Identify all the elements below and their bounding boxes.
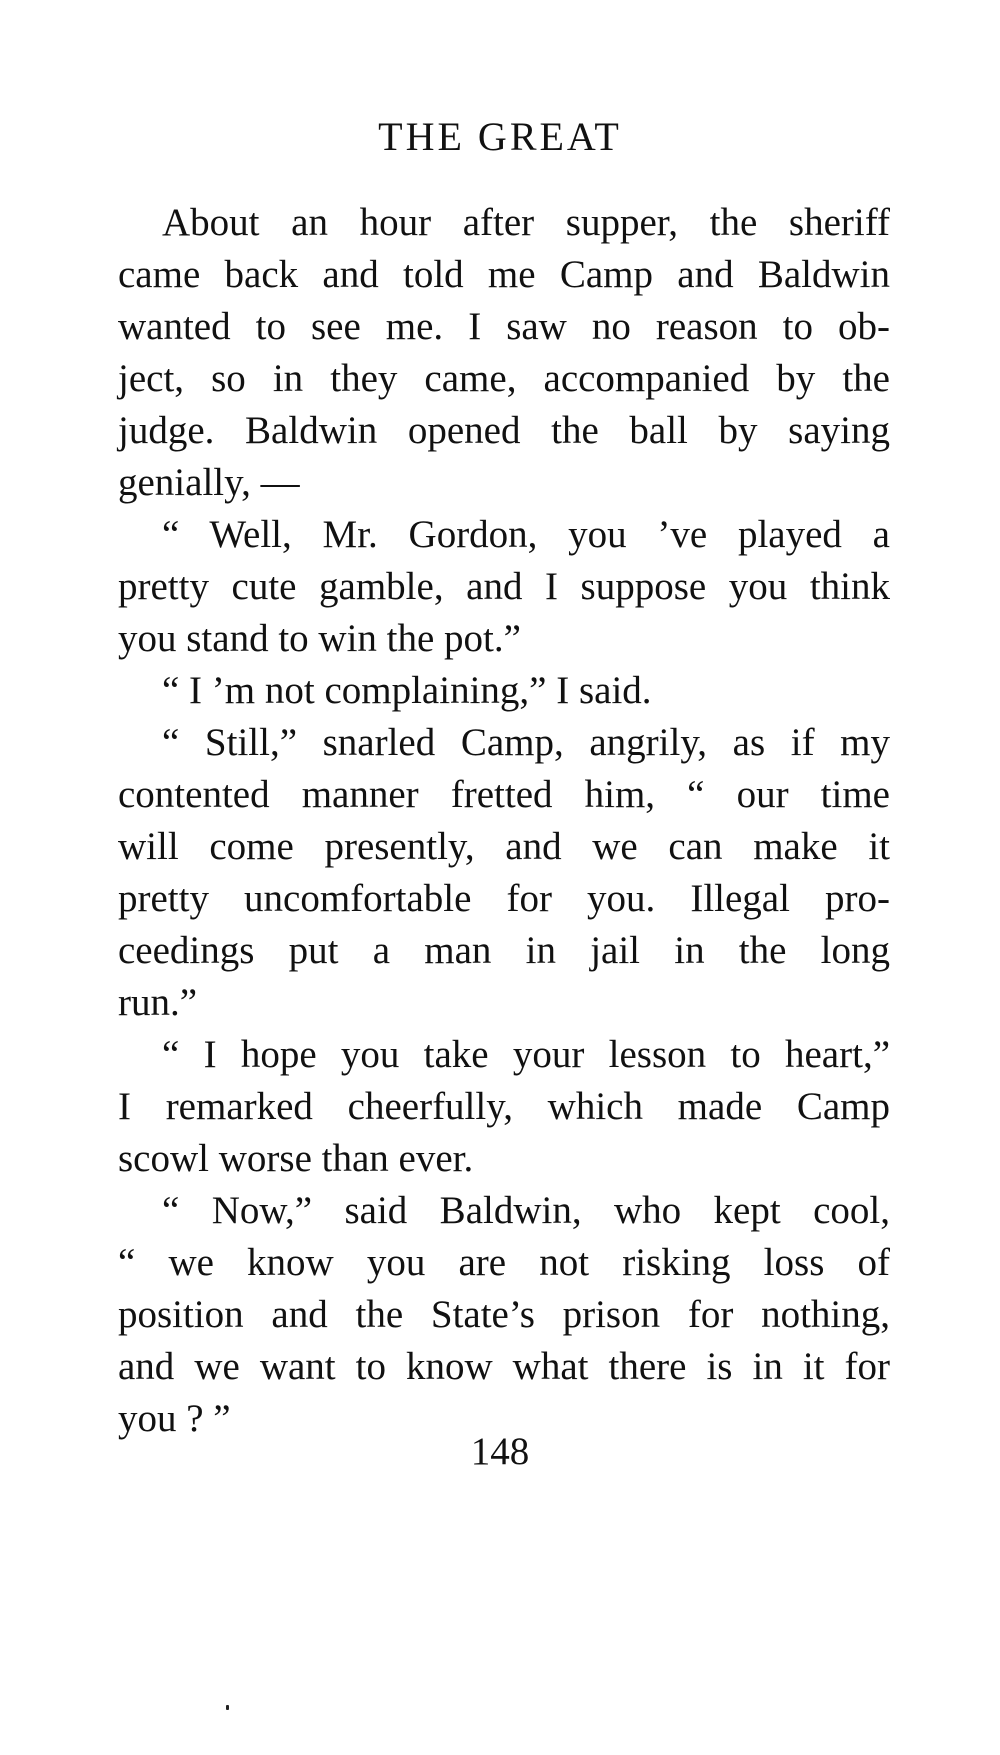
- text-line: contented manner fretted him, “ our time: [118, 773, 890, 816]
- text-line: “ we know you are not risking loss of: [118, 1241, 890, 1284]
- text-line: “ Now,” said Baldwin, who kept cool,: [162, 1189, 890, 1232]
- running-head: THE GREAT: [378, 114, 622, 159]
- text-line: “ I ’m not complaining,” I said.: [162, 669, 652, 712]
- text-line: I remarked cheerfully, which made Camp: [118, 1085, 890, 1128]
- text-line: wanted to see me. I saw no reason to ob-: [118, 305, 890, 348]
- text-line: “ Still,” snarled Camp, angrily, as if my: [162, 721, 890, 764]
- text-line: will come presently, and we can make it: [118, 825, 890, 868]
- text-line: pretty uncomfortable for you. Illegal pro-: [118, 877, 890, 920]
- text-line: “ Well, Mr. Gordon, you ’ve played a: [162, 513, 890, 556]
- text-line: ject, so in they came, accompanied by the: [118, 357, 890, 400]
- text-line: you ? ”: [118, 1397, 231, 1440]
- text-line: and we want to know what there is in it for: [118, 1345, 890, 1388]
- text-line: “ I hope you take your lesson to heart,”: [162, 1033, 890, 1076]
- text-line: pretty cute gamble, and I suppose you think: [118, 565, 890, 608]
- text-line: you stand to win the pot.”: [118, 617, 521, 660]
- text-line: run.”: [118, 981, 198, 1024]
- page-number: 148: [470, 1430, 530, 1473]
- text-line: ceedings put a man in jail in the long: [118, 929, 890, 972]
- text-line: About an hour after supper, the sheriff: [162, 201, 890, 244]
- text-line: scowl worse than ever.: [118, 1137, 474, 1180]
- text-line: genially, —: [118, 461, 300, 504]
- text-line: came back and told me Camp and Baldwin: [118, 253, 890, 296]
- body-text: [118, 197, 890, 1445]
- paper-speck: [226, 1705, 229, 1710]
- text-line: position and the State’s prison for nothing,: [118, 1293, 890, 1336]
- text-line: judge. Baldwin opened the ball by saying: [118, 409, 890, 452]
